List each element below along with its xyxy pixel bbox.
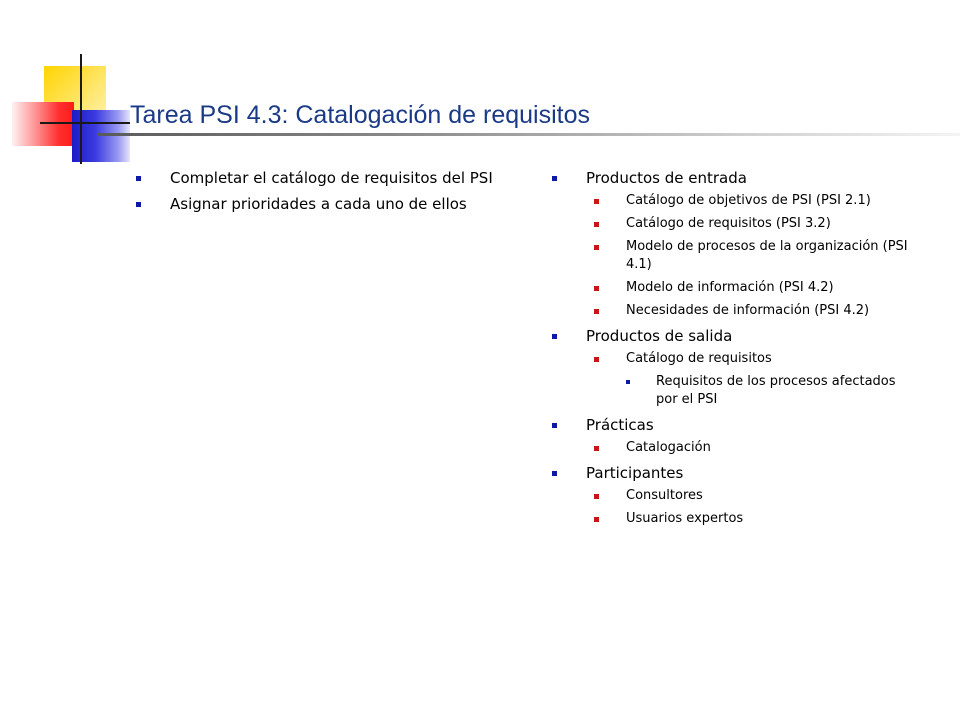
- sub-list: [586, 192, 920, 320]
- section-heading: Participantes: [586, 464, 684, 482]
- list-item: [586, 279, 920, 297]
- list-item-text: Consultores: [626, 488, 703, 503]
- slide-title: Tarea PSI 4.3: Catalogación de requisitos: [130, 101, 590, 129]
- list-item: [586, 510, 920, 528]
- list-item-text: Catálogo de objetivos de PSI (PSI 2.1): [626, 193, 871, 208]
- list-item-text: Catalogación: [626, 440, 711, 455]
- list-item-text: Catálogo de requisitos: [626, 351, 772, 366]
- list-item: [626, 373, 920, 409]
- list-item-text: Modelo de procesos de la organización (PSI 4.1): [626, 239, 908, 272]
- list-item-text: Usuarios expertos: [626, 511, 744, 526]
- square-bullet-icon: [136, 202, 141, 207]
- section-productos-entrada: [550, 168, 920, 320]
- square-bullet-icon: [594, 309, 599, 314]
- list-item-text: Necesidades de información (PSI 4.2): [626, 303, 870, 318]
- list-item-text: Requisitos de los procesos afectados por el PSI: [656, 374, 896, 407]
- square-bullet-icon: [594, 245, 599, 250]
- section-productos-salida: [550, 326, 920, 409]
- sub-sub-list: [626, 373, 920, 409]
- square-bullet-icon: [626, 380, 630, 384]
- sub-list: [586, 350, 920, 368]
- horizontal-line-decoration: [40, 122, 130, 124]
- square-bullet-icon: [552, 423, 557, 428]
- list-item-text: Asignar prioridades a cada uno de ellos: [170, 195, 467, 213]
- list-item: [586, 350, 920, 368]
- square-bullet-icon: [594, 199, 599, 204]
- square-bullet-icon: [594, 517, 599, 522]
- square-bullet-icon: [594, 446, 599, 451]
- square-bullet-icon: [594, 357, 599, 362]
- square-bullet-icon: [552, 471, 557, 476]
- corner-decoration: [0, 0, 140, 170]
- section-heading: Productos de entrada: [586, 169, 747, 187]
- square-bullet-icon: [552, 334, 557, 339]
- title-underline: [98, 133, 960, 136]
- left-bullet-list: [134, 168, 514, 220]
- list-item: [586, 439, 920, 457]
- square-bullet-icon: [594, 494, 599, 499]
- square-bullet-icon: [552, 176, 557, 181]
- list-item: [134, 168, 514, 188]
- list-item: [586, 215, 920, 233]
- square-bullet-icon: [594, 222, 599, 227]
- list-item: [586, 192, 920, 210]
- list-item-text: Modelo de información (PSI 4.2): [626, 280, 834, 295]
- section-heading: Productos de salida: [586, 327, 733, 345]
- right-bullet-list: [550, 168, 920, 534]
- list-item: [586, 302, 920, 320]
- list-item-text: Catálogo de requisitos (PSI 3.2): [626, 216, 831, 231]
- section-participantes: [550, 463, 920, 528]
- list-item: [586, 487, 920, 505]
- list-item: [134, 194, 514, 214]
- sub-list: [586, 487, 920, 528]
- vertical-line-decoration: [80, 54, 82, 164]
- list-item: [586, 238, 920, 274]
- square-bullet-icon: [594, 286, 599, 291]
- square-bullet-icon: [136, 176, 141, 181]
- red-square-decoration: [12, 102, 74, 146]
- section-practicas: [550, 415, 920, 457]
- section-heading: Prácticas: [586, 416, 654, 434]
- sub-list: [586, 439, 920, 457]
- list-item-text: Completar el catálogo de requisitos del PSI: [170, 169, 493, 187]
